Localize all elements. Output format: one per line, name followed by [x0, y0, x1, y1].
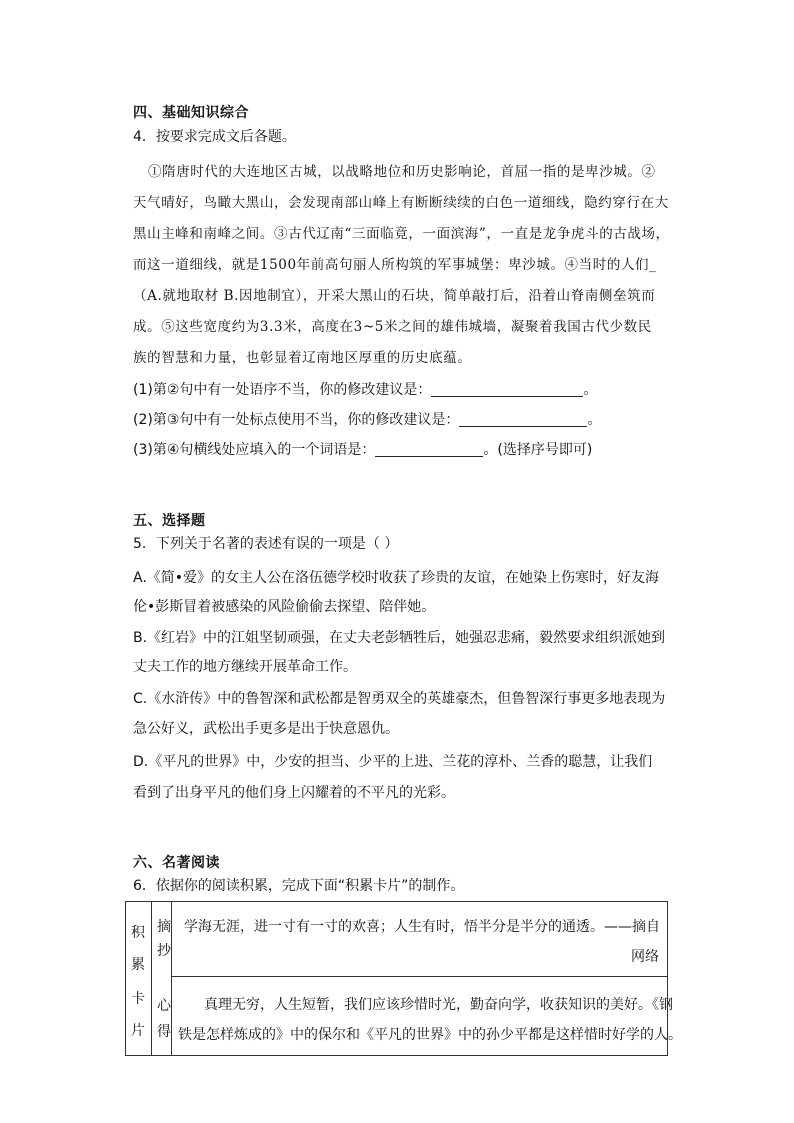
reflection-label-char-1: 心	[157, 998, 171, 1014]
subquestion-3-text: (3)第④句横线处应填入的一个词语是：	[133, 442, 376, 458]
section-5-heading: 五、选择题	[133, 513, 206, 529]
passage-line-2: 天气晴好，鸟瞰大黑山，会发现南部山峰上有断断续续的白色一道细线，隐约穿行在大	[133, 195, 669, 211]
subquestion-1-end: 。	[583, 382, 598, 398]
option-d-line-2[interactable]: 看到了出身平凡的他们身上闪耀着的不平凡的光彩。	[133, 785, 455, 801]
subquestion-3-end: 。(选择序号即可)	[483, 442, 593, 458]
subquestion-2	[133, 410, 601, 430]
card-side-char-1: 积	[131, 925, 145, 941]
option-d-line-1[interactable]: D.《平凡的世界》中，少安的担当、少平的上进、兰花的淳朴、兰香的聪慧，让我们	[133, 754, 653, 770]
passage-line-6: 成。⑤这些宽度约为3.3米，高度在3~5米之间的雄伟城墙，凝聚着我国古代少数民	[133, 319, 652, 335]
card-side-char-4: 片	[131, 1023, 145, 1039]
question-6-prompt: 6．依据你的阅读积累，完成下面“积累卡片”的制作。	[133, 878, 465, 894]
excerpt-label-char-1: 摘	[157, 919, 171, 935]
card-side-char-3: 卡	[131, 991, 145, 1007]
option-c-line-1[interactable]: C.《水浒传》中的鲁智深和武松都是智勇双全的英雄豪杰，但鲁智深行事更多地表现为	[133, 691, 666, 707]
accumulation-card-table	[125, 901, 682, 1056]
passage-line-4: 而这一道细线，就是1500年前高句丽人所构筑的军事城堡：卑沙城。④当时的人们_	[133, 257, 657, 273]
card-row-divider	[171, 976, 667, 977]
passage-line-7: 族的智慧和力量，也彰显着辽南地区厚重的历史底蕴。	[133, 350, 472, 366]
passage-line-3: 黑山主峰和南峰之间。③古代辽南“三面临竟，一面滨海”，一直是龙争虎斗的古战场，	[133, 226, 670, 242]
option-b-line-1[interactable]: B.《红岩》中的江姐坚韧顽强，在丈夫老彭牺牲后，她强忍悲痛，毅然要求组织派她到	[133, 630, 666, 646]
reflection-text-line-2: 铁是怎样炼成的》中的保尔和《平凡的世界》中的孙少平都是这样惜时好学的人。	[178, 1027, 682, 1043]
question-4-prompt: 4．按要求完成文后各题。	[133, 129, 296, 145]
subquestion-3	[133, 440, 592, 460]
answer-blank-1[interactable]	[431, 382, 583, 397]
option-c-line-2[interactable]: 急公好义，武松出手更多是出于快意恩仇。	[133, 721, 399, 737]
subquestion-1-text: (1)第②句中有一处语序不当，你的修改建议是：	[133, 382, 432, 398]
excerpt-text-line-1: 学海无涯，进一寸有一寸的欢喜；人生有时，悟半分是半分的通透。——摘自	[184, 919, 660, 935]
question-5-prompt: 5．下列关于名著的表述有误的一项是（ ）	[133, 536, 399, 552]
passage-line-1: ①隋唐时代的大连地区古城，以战略地位和历史影响论，首屈一指的是卑沙城。②	[148, 164, 656, 180]
excerpt-text-line-2: 网络	[631, 949, 659, 965]
excerpt-label-char-2: 抄	[157, 943, 171, 959]
answer-blank-3[interactable]	[375, 442, 483, 457]
option-b-line-2[interactable]: 丈夫工作的地方继续开展革命工作。	[133, 659, 357, 675]
section-6-heading: 六、名著阅读	[133, 855, 220, 871]
reflection-label-cell	[153, 977, 171, 1055]
passage-line-5: （A.就地取材 B.因地制宜），开采大黑山的石块，简单敲打后，沿着山脊南侧垒筑而	[133, 288, 656, 304]
reflection-text-line-1: 真理无穷，人生短暂，我们应该珍惜时光，勤奋向学，收获知识的美好。《钢	[204, 997, 673, 1013]
subquestion-1	[133, 380, 597, 400]
option-a-line-1[interactable]: A.《简•爱》的女主人公在洛伍德学校时收获了珍贵的友谊，在她染上伤寒时，好友海	[133, 570, 660, 586]
excerpt-label-cell	[153, 902, 171, 976]
answer-blank-2[interactable]	[459, 412, 587, 427]
option-a-line-2[interactable]: 伦•彭斯冒着被感染的风险偷偷去探望、陪伴她。	[133, 599, 436, 615]
reflection-label-char-2: 得	[157, 1024, 171, 1040]
subquestion-2-end: 。	[587, 412, 602, 428]
card-side-char-2: 累	[131, 957, 145, 973]
section-4-heading: 四、基础知识综合	[133, 105, 249, 121]
subquestion-2-text: (2)第③句中有一处标点使用不当，你的修改建议是：	[133, 412, 460, 428]
